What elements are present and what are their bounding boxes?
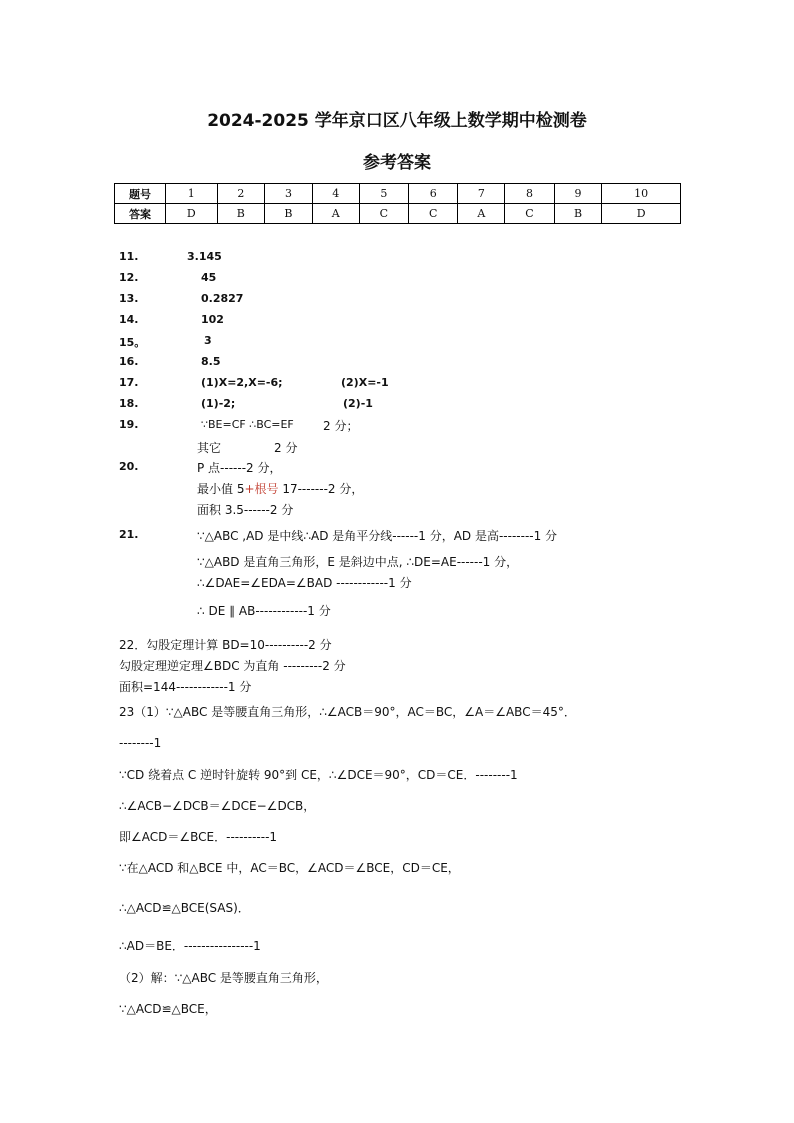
answer-value: 8.5 [201,355,221,368]
table-cell: B [217,204,265,224]
answer-line: ∵BE=CF ∴BC=EF [201,418,294,431]
table-cell: C [409,204,458,224]
question-number: 19. [119,418,139,431]
table-cell: 3 [265,184,313,204]
answer-part-2: (2)X=-1 [341,376,389,389]
question-number: 13. [119,292,139,305]
table-cell: 2 [217,184,265,204]
answer-key-table [114,183,681,224]
answer-line: P 点------2 分， [197,461,282,475]
table-cell: 7 [458,184,505,204]
answer-line: 其它 [197,441,222,455]
question-number: 17. [119,376,139,389]
score-note: 2 分 [274,441,298,455]
table-cell: D [166,204,218,224]
answer-line [197,480,363,497]
answer-line: ∵在△ACD 和△BCE 中，AC＝BC，∠ACD＝∠BCE，CD＝CE， [119,861,460,875]
answer-value: 45 [201,271,217,284]
answer-line: ∴AD＝BE．----------------1 [119,939,261,953]
answer-line: ∴ DE ∥ AB------------1 分 [197,604,331,618]
answer-line: --------1 [119,736,162,750]
question-number: 16. [119,355,139,368]
answer-line: 面积=144------------1 分 [119,680,252,694]
table-cell: 6 [409,184,458,204]
highlighted-text: +根号 [244,482,279,496]
answer-line: ∵△ACD≌△BCE， [119,1002,217,1016]
question-number: 15。 [119,336,146,349]
row-header-question-number: 题号 [115,184,166,204]
table-cell: 5 [359,184,408,204]
score-note: 2 分； [323,419,359,433]
answer-line: ∴∠DAE=∠EDA=∠BAD ------------1 分 [197,576,412,590]
table-cell: C [505,204,554,224]
row-header-answer: 答案 [115,204,166,224]
table-cell: 1 [166,184,218,204]
answer-line: 即∠ACD＝∠BCE．----------1 [119,830,278,844]
table-cell: D [602,204,681,224]
answer-line: ∴△ACD≌△BCE(SAS)． [119,901,250,915]
answer-value: 102 [201,313,224,326]
answer-line: 面积 3.5------2 分 [197,503,294,517]
table-cell: A [312,204,359,224]
question-number: 21. [119,528,139,541]
table-row [115,184,681,204]
answer-line: （2）解：∵△ABC 是等腰直角三角形， [119,971,328,985]
answer-line: ∵CD 绕着点 C 逆时针旋转 90°到 CE，∴∠DCE＝90°，CD＝CE．--------1 [119,768,518,782]
answer-value: 0.2827 [201,292,244,305]
document-subtitle: 参考答案 [363,153,431,173]
document-title: 2024-2025 学年京口区八年级上数学期中检测卷 [207,111,587,131]
answer-part-1: (1)-2; [201,397,236,410]
table-cell: 10 [602,184,681,204]
question-number: 18. [119,397,139,410]
table-cell: B [554,204,602,224]
answer-line: 勾股定理逆定理∠BDC 为直角 ---------2 分 [119,659,346,673]
answer-text: 17-------2 分， [278,482,364,496]
table-cell: C [359,204,408,224]
table-cell: 4 [312,184,359,204]
answer-text: 最小值 5 [197,482,245,496]
answer-line: 22．勾股定理计算 BD=10----------2 分 [119,638,332,652]
question-number: 14. [119,313,139,326]
answer-line: 23（1）∵△ABC 是等腰直角三角形，∴∠ACB＝90°，AC＝BC，∠A＝∠ABC＝45°． [119,705,576,719]
question-number: 12. [119,271,139,284]
answer-line: ∵△ABC ,AD 是中线∴AD 是角平分线------1 分，AD 是高--------1 分 [197,529,558,543]
answer-line: ∴∠ACB−∠DCB＝∠DCE−∠DCB， [119,799,316,813]
table-row [115,204,681,224]
answer-line: ∵△ABD 是直角三角形，E 是斜边中点, ∴DE=AE------1 分， [197,555,519,569]
question-number: 20. [119,460,139,473]
table-cell: A [458,204,505,224]
answer-value: 3 [204,334,212,347]
answer-part-2: (2)-1 [343,397,373,410]
table-cell: B [265,204,313,224]
table-cell: 8 [505,184,554,204]
answer-value: 3.145 [187,250,222,263]
question-number: 11. [119,250,139,263]
answer-part-1: (1)X=2,X=-6; [201,376,283,389]
table-cell: 9 [554,184,602,204]
